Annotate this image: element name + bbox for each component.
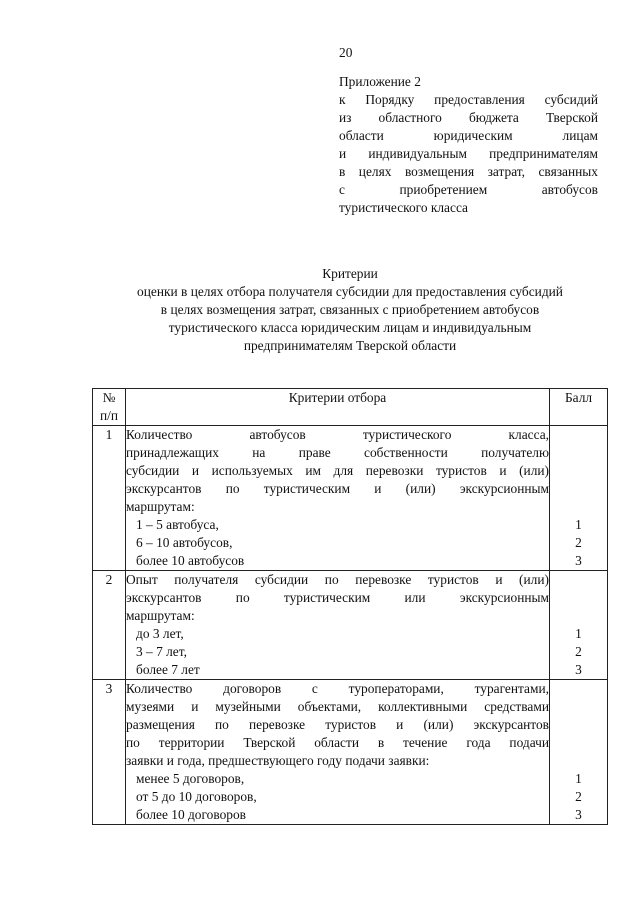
criteria-option: 6 – 10 автобусов, [136,535,233,550]
header-criteria: Критерии отбора [126,389,550,426]
criteria-description [126,571,549,625]
score-value: 2 [575,644,582,659]
criteria-description-line: заявки и года, предшествующего году подачи заявки: [126,753,430,768]
score-value: 3 [575,553,582,568]
table-row [93,571,608,680]
row-criteria [126,426,550,571]
criteria-description-line: музеями и музейными объектами, коллективными средствами [126,699,549,714]
table-row [93,426,608,571]
score-value: 2 [575,535,582,550]
score-value: 1 [575,517,582,532]
criteria-description-line: Опыт получателя субсидии по перевозке туристов и (или) [126,572,549,587]
row-score [550,571,608,680]
criteria-option: до 3 лет, [136,626,184,641]
criteria-description-line: по территории Тверской области в течение года подачи [126,735,549,750]
criteria-description-line: Количество автобусов туристического класса, [126,427,549,442]
criteria-table [92,388,608,825]
header-score: Балл [550,389,608,426]
criteria-description-line: принадлежащих на праве собственности получателю [126,445,549,460]
score-value: 3 [575,807,582,822]
criteria-description-line: размещения по перевозке туристов и (или) экскурсантов [126,717,549,732]
score-value: 2 [575,789,582,804]
appendix-line: из областного бюджета Тверской [339,110,598,125]
appendix-line: туристического класса [339,200,468,215]
document-title [90,265,610,355]
header-number-abbr: п/п [99,408,119,423]
criteria-option: более 7 лет [136,662,200,677]
criteria-description-line: экскурсантов по туристическим и (или) экскурсионным [126,481,549,496]
title-heading: Критерии [322,266,378,281]
title-line: туристического класса юридическим лицам и индивидуальным [168,320,532,335]
criteria-option: более 10 договоров [136,807,246,822]
row-number: 2 [93,571,126,680]
title-line: предпринимателям Тверской области [243,338,457,353]
appendix-line: и индивидуальным предпринимателям [339,146,598,161]
criteria-option: от 5 до 10 договоров, [136,789,257,804]
criteria-option: более 10 автобусов [136,553,245,568]
row-number: 1 [93,426,126,571]
row-criteria [126,680,550,825]
score-value: 3 [575,662,582,677]
score-value: 1 [575,771,582,786]
appendix-line: Приложение 2 [339,74,421,89]
criteria-description [126,680,549,770]
criteria-description [126,426,549,516]
criteria-description-line: экскурсантов по туристическим или экскурсионным [126,590,549,605]
criteria-description-line: маршрутам: [126,499,195,514]
row-score [550,680,608,825]
criteria-option: менее 5 договоров, [136,771,245,786]
criteria-option: 1 – 5 автобуса, [136,517,219,532]
appendix-line: в целях возмещения затрат, связанных [339,164,598,179]
page-number: 20 [339,45,353,60]
appendix-note [339,73,598,217]
appendix-line: к Порядку предоставления субсидий [339,92,598,107]
score-value: 1 [575,626,582,641]
criteria-option: 3 – 7 лет, [136,644,187,659]
header-number-symbol: № [102,390,116,405]
row-criteria [126,571,550,680]
criteria-description-line: маршрутам: [126,608,195,623]
row-number: 3 [93,680,126,825]
table-row [93,680,608,825]
title-line: оценки в целях отбора получателя субсидии для предоставления субсидий [137,284,563,299]
criteria-description-line: субсидии и используемых им для перевозки туристов и (или) [126,463,549,478]
appendix-line: области юридическим лицам [339,128,598,143]
title-line: в целях возмещения затрат, связанных с приобретением автобусов [160,302,540,317]
appendix-line: с приобретением автобусов [339,182,598,197]
criteria-description-line: Количество договоров с туроператорами, турагентами, [126,681,549,696]
table-header-row [93,389,608,426]
row-score [550,426,608,571]
header-number [93,389,126,426]
